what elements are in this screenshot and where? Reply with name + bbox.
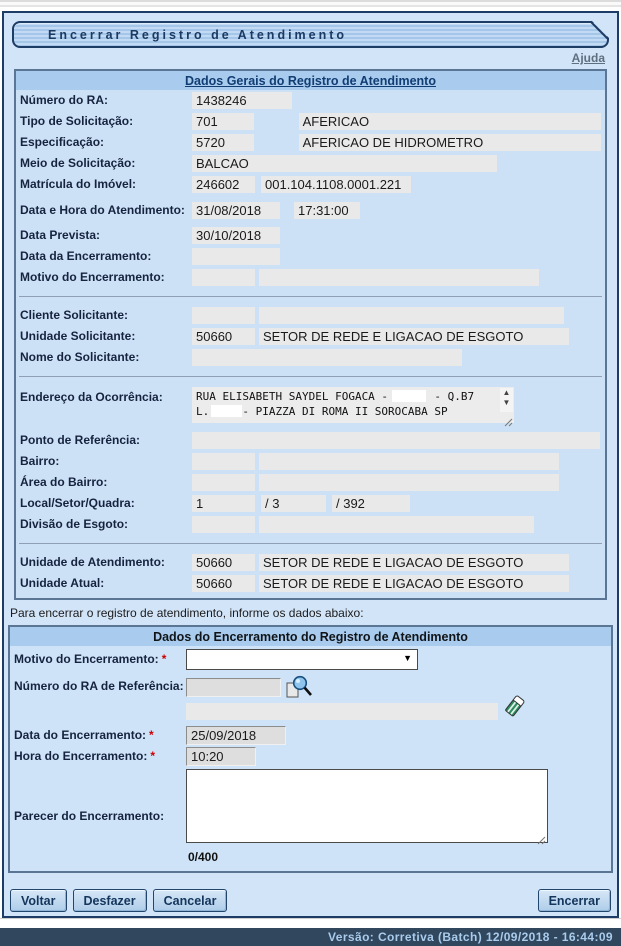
divisao-esgoto-label: Divisão de Esgoto: <box>20 517 129 531</box>
field-row-meio-solicitacao <box>16 153 605 174</box>
endereco-ocorrencia-wrap <box>192 387 514 428</box>
unidade-solicitante-desc: SETOR DE REDE E LIGACAO DE ESGOTO <box>259 328 569 345</box>
field-row-ra-referencia <box>10 673 611 725</box>
meio-solicitacao-value: BALCAO <box>192 155 497 172</box>
especificacao-label: Especificação: <box>20 135 105 149</box>
data-hora-atendimento-label: Data e Hora do Atendimento: <box>20 202 185 217</box>
cliente-solicitante-label: Cliente Solicitante: <box>20 308 129 322</box>
closing-panel-title: Dados do Encerramento do Registro de Atendimento <box>153 630 468 644</box>
motivo-encerramento-select-wrap <box>186 649 418 670</box>
area-bairro-desc <box>259 474 559 491</box>
tipo-solicitacao-label: Tipo de Solicitação: <box>20 114 134 128</box>
character-counter: 0/400 <box>188 850 219 864</box>
field-row-divisao-esgoto <box>16 514 605 535</box>
down-arrow-icon[interactable]: ▼ <box>502 398 511 407</box>
search-icon[interactable] <box>285 675 312 699</box>
unidade-atual-label: Unidade Atual: <box>20 576 105 590</box>
status-bar <box>0 928 621 946</box>
section-divider <box>19 376 602 377</box>
field-row-local-setor-quadra <box>16 493 605 514</box>
data-prevista-label: Data Prevista: <box>20 228 101 242</box>
endereco-ocorrencia-label: Endereço da Ocorrência: <box>20 390 163 404</box>
field-row-hora-encerramento <box>10 746 611 767</box>
general-panel-title: Dados Gerais do Registro de Atendimento <box>185 74 436 88</box>
especificacao-desc: AFERICAO DE HIDROMETRO <box>299 134 601 151</box>
numero-ra-value: 1438246 <box>192 92 292 109</box>
hora-encerramento-label: Hora do Encerramento: * <box>14 749 156 763</box>
parecer-label: Parecer do Encerramento: <box>14 809 165 823</box>
ra-referencia-desc <box>186 703 498 720</box>
up-arrow-icon[interactable]: ▲ <box>502 388 511 397</box>
hora-atendimento-value: 17:31:00 <box>294 202 360 219</box>
field-row-matricula-imovel <box>16 174 605 195</box>
divisao-esgoto-code <box>192 516 255 533</box>
field-row-especificacao <box>16 132 605 153</box>
section-divider <box>19 543 602 544</box>
field-row-unidade-solicitante <box>16 326 605 347</box>
scrollbar-arrows[interactable] <box>500 388 513 412</box>
field-row-unidade-atual <box>16 573 605 594</box>
data-encerramento-label: Data do Encerramento: * <box>14 728 154 742</box>
ponto-referencia-label: Ponto de Referência: <box>20 433 141 447</box>
help-link[interactable]: Ajuda <box>571 51 605 65</box>
ra-referencia-label: Número do RA de Referência: <box>14 679 184 693</box>
field-row-data-encerramento <box>10 725 611 746</box>
field-row-bairro <box>16 451 605 472</box>
parecer-textarea[interactable] <box>186 769 548 843</box>
closing-data-panel <box>8 625 613 873</box>
closing-panel-header <box>10 627 611 646</box>
bairro-code <box>192 453 255 470</box>
field-row-endereco-ocorrencia <box>16 385 605 430</box>
field-row-cliente-solicitante <box>16 305 605 326</box>
field-row-motivo-encerramento-info <box>16 267 605 288</box>
field-row-area-bairro <box>16 472 605 493</box>
field-row-numero-ra <box>16 90 605 111</box>
ra-referencia-fields <box>186 675 526 723</box>
help-row <box>8 49 613 66</box>
area-bairro-code <box>192 474 255 491</box>
matricula-imovel-inscricao: 001.104.1108.0001.221 <box>261 176 411 193</box>
top-banner-edge <box>0 0 621 11</box>
area-bairro-label: Área do Bairro: <box>20 475 108 489</box>
field-row-nome-solicitante <box>16 347 605 368</box>
redaction-patch <box>392 390 426 402</box>
cancelar-button[interactable]: Cancelar <box>153 889 228 912</box>
setor-value: / 3 <box>261 495 326 512</box>
especificacao-code: 5720 <box>192 134 254 151</box>
app-window <box>2 11 619 918</box>
unidade-solicitante-code: 50660 <box>192 328 255 345</box>
eraser-icon[interactable] <box>502 694 526 721</box>
ra-referencia-input[interactable] <box>186 678 281 697</box>
unidade-atual-desc: SETOR DE REDE E LIGACAO DE ESGOTO <box>259 575 569 592</box>
field-row-motivo-encerramento <box>10 646 611 673</box>
bairro-desc <box>259 453 559 470</box>
field-row-tipo-solicitacao <box>16 111 605 132</box>
data-encerramento-input[interactable] <box>186 726 286 745</box>
redaction-patch <box>211 405 242 417</box>
meio-solicitacao-label: Meio de Solicitação: <box>20 156 136 170</box>
motivo-encerramento-info-desc <box>259 269 539 286</box>
field-row-ponto-referencia <box>16 430 605 451</box>
unidade-atual-code: 50660 <box>192 575 255 592</box>
tipo-solicitacao-desc: AFERICAO <box>299 113 601 130</box>
instruction-text: Para encerrar o registro de atendimento, informe os dados abaixo: <box>10 606 364 620</box>
general-data-panel <box>14 69 607 600</box>
nome-solicitante-label: Nome do Solicitante: <box>20 350 140 364</box>
resize-grip-icon[interactable] <box>537 836 546 845</box>
cliente-solicitante-desc <box>259 307 564 324</box>
desfazer-button[interactable]: Desfazer <box>73 889 147 912</box>
required-marker: * <box>150 749 156 763</box>
unidade-solicitante-label: Unidade Solicitante: <box>20 329 136 343</box>
data-prevista-value: 30/10/2018 <box>192 227 280 244</box>
motivo-encerramento-info-code <box>192 269 255 286</box>
data-encerramento-info-label: Data da Encerramento: <box>20 249 152 263</box>
action-buttons-row <box>10 889 611 912</box>
version-text: Versão: Corretiva (Batch) 12/09/2018 - 16:44:09 <box>328 930 613 944</box>
field-row-data-prevista <box>16 225 605 246</box>
bairro-label: Bairro: <box>20 454 60 468</box>
local-setor-quadra-label: Local/Setor/Quadra: <box>20 496 135 510</box>
motivo-encerramento-select[interactable] <box>186 649 418 670</box>
motivo-encerramento-label: Motivo do Encerramento: * <box>14 652 167 666</box>
page-title: Encerrar Registro de Atendimento <box>48 28 348 42</box>
matricula-imovel-label: Matrícula do Imóvel: <box>20 177 137 191</box>
divisao-esgoto-desc <box>259 516 534 533</box>
resize-grip-icon[interactable] <box>504 418 513 427</box>
field-row-data-hora-atendimento <box>16 195 605 225</box>
hora-encerramento-input[interactable] <box>186 747 256 766</box>
data-encerramento-info-value <box>192 248 280 265</box>
motivo-encerramento-info-label: Motivo do Encerramento: <box>20 270 165 284</box>
required-marker: * <box>149 728 154 742</box>
data-atendimento-value: 31/08/2018 <box>192 202 280 219</box>
field-row-parecer <box>10 767 611 866</box>
general-panel-header <box>16 71 605 90</box>
unidade-atendimento-code: 50660 <box>192 554 255 571</box>
field-row-unidade-atendimento <box>16 552 605 573</box>
encerrar-button[interactable]: Encerrar <box>538 889 611 912</box>
voltar-button[interactable]: Voltar <box>10 889 67 912</box>
unidade-atendimento-label: Unidade de Atendimento: <box>20 555 165 569</box>
section-divider <box>19 296 602 297</box>
ponto-referencia-value <box>192 432 600 449</box>
nome-solicitante-value <box>192 349 462 366</box>
unidade-atendimento-desc: SETOR DE REDE E LIGACAO DE ESGOTO <box>259 554 569 571</box>
field-row-data-encerramento-info <box>16 246 605 267</box>
required-marker: * <box>161 652 167 666</box>
page-title-bar <box>12 21 609 48</box>
quadra-value: / 392 <box>332 495 410 512</box>
bottom-gap <box>0 918 621 928</box>
numero-ra-label: Número do RA: <box>20 93 108 107</box>
matricula-imovel-code: 246602 <box>192 176 255 193</box>
cliente-solicitante-code <box>192 307 255 324</box>
local-value: 1 <box>192 495 255 512</box>
tipo-solicitacao-code: 701 <box>192 113 254 130</box>
